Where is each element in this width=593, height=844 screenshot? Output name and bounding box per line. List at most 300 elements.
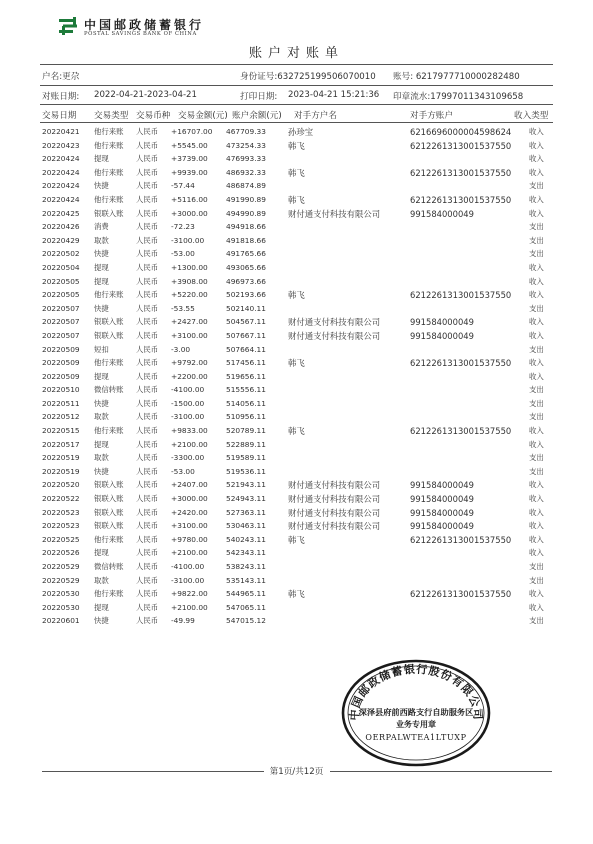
cell-currency: 人民币: [136, 385, 159, 395]
cell-counterparty: 财付通支付科技有限公司: [288, 317, 381, 328]
cell-currency: 人民币: [136, 194, 159, 204]
cell-direction: 支出: [529, 181, 544, 191]
cell-amount: +2427.00: [171, 317, 208, 327]
cell-counterparty: 韩飞: [288, 140, 305, 151]
cell-type: 他行来账: [94, 358, 124, 368]
cell-type: 提现: [94, 276, 109, 286]
cell-direction: 收入: [529, 154, 544, 164]
cell-amount: -3300.00: [171, 453, 205, 463]
cell-currency: 人民币: [136, 330, 159, 340]
table-header-top-divider: [40, 104, 553, 105]
cell-direction: 收入: [529, 494, 544, 504]
cell-balance: 491990.89: [226, 194, 266, 204]
table-row: [0, 602, 593, 616]
cell-date: 20220424: [42, 194, 80, 204]
cell-date: 20220423: [42, 140, 80, 150]
cell-type: 微信转账: [94, 562, 124, 571]
table-row: [0, 153, 593, 167]
cell-amount: +3100.00: [171, 521, 208, 531]
cell-balance: 515556.11: [226, 385, 266, 395]
cell-counter-account: 6212261313001537550: [410, 290, 512, 301]
cell-amount: -53.00: [171, 466, 195, 476]
cell-date: 20220424: [42, 167, 80, 177]
cell-currency: 人民币: [136, 398, 159, 408]
cell-direction: 收入: [529, 480, 544, 490]
table-row: [0, 276, 593, 290]
table-header-bottom-divider: [40, 122, 553, 123]
table-row: [0, 208, 593, 222]
col-header-type: 交易类型: [94, 111, 129, 121]
cell-counter-account: 991584000049: [410, 317, 474, 328]
cell-balance: 547015.12: [226, 616, 266, 626]
cell-balance: 502140.11: [226, 303, 266, 313]
table-row: [0, 425, 593, 439]
table-row: [0, 466, 593, 480]
cell-currency: 人民币: [136, 208, 159, 218]
cell-amount: +9939.00: [171, 167, 208, 177]
cell-type: 快捷: [94, 249, 109, 259]
cell-type: 银联入账: [94, 208, 124, 218]
cell-type: 银联入账: [94, 507, 124, 517]
cell-amount: -49.99: [171, 616, 195, 626]
cell-type: 快捷: [94, 303, 109, 313]
cell-balance: 491765.66: [226, 249, 266, 259]
cell-balance: 491818.66: [226, 235, 266, 245]
cell-type: 他行来账: [94, 426, 124, 436]
cell-amount: +2100.00: [171, 602, 208, 612]
cell-counterparty: 韩飞: [288, 426, 305, 437]
cell-direction: 支出: [529, 249, 544, 259]
cell-balance: 476993.33: [226, 154, 266, 164]
cell-direction: 收入: [529, 317, 544, 327]
cell-amount: +5545.00: [171, 140, 208, 150]
table-row: [0, 167, 593, 181]
col-header-date: 交易日期: [42, 111, 77, 121]
cell-direction: 收入: [529, 140, 544, 150]
cell-amount: +5116.00: [171, 194, 208, 204]
cell-date: 20220517: [42, 439, 80, 449]
cell-date: 20220507: [42, 317, 80, 327]
cell-type: 他行来账: [94, 194, 124, 204]
cell-direction: 收入: [529, 602, 544, 612]
cell-type: 银联入账: [94, 317, 124, 327]
table-row: [0, 371, 593, 385]
cell-counterparty: 韩飞: [288, 534, 305, 545]
cell-date: 20220519: [42, 466, 80, 476]
cell-direction: 收入: [529, 439, 544, 449]
col-header-currency: 交易币种: [136, 111, 171, 121]
table-row: [0, 520, 593, 534]
stamp-code: OERPALWTEA1LTUXP: [365, 733, 467, 742]
cell-amount: -53.55: [171, 303, 195, 313]
cell-direction: 支出: [529, 575, 544, 585]
cell-counter-account: 6212261313001537550: [410, 194, 512, 205]
cell-direction: 支出: [529, 303, 544, 313]
cell-counterparty: 财付通支付科技有限公司: [288, 480, 381, 491]
table-row: [0, 575, 593, 589]
cell-currency: 人民币: [136, 426, 159, 436]
cell-type: 取款: [94, 453, 109, 463]
cell-direction: 收入: [529, 521, 544, 531]
cell-amount: -3100.00: [171, 412, 205, 422]
cell-type: 提现: [94, 439, 109, 449]
cell-currency: 人民币: [136, 494, 159, 504]
postal-bank-logo-icon: [58, 16, 80, 36]
cell-date: 20220523: [42, 521, 80, 531]
period-value: 2022-04-21-2023-04-21: [94, 90, 197, 100]
cell-balance: 486874.89: [226, 181, 266, 191]
cell-balance: 519589.11: [226, 453, 266, 463]
cell-direction: 收入: [529, 276, 544, 286]
cell-direction: 支出: [529, 562, 544, 571]
cell-balance: 507667.11: [226, 330, 266, 340]
cell-direction: 支出: [529, 412, 544, 422]
cell-balance: 521943.11: [226, 480, 266, 490]
cell-date: 20220509: [42, 371, 80, 381]
table-row: [0, 439, 593, 453]
cell-date: 20220520: [42, 480, 80, 490]
cell-counterparty: 财付通支付科技有限公司: [288, 208, 381, 219]
cell-amount: +2407.00: [171, 480, 208, 490]
cell-date: 20220519: [42, 453, 80, 463]
cell-counter-account: 991584000049: [410, 494, 474, 505]
cell-currency: 人民币: [136, 602, 159, 612]
cell-amount: +9780.00: [171, 534, 208, 544]
seal-serial: 印章流水:17997011343109658: [393, 92, 524, 102]
table-row: [0, 588, 593, 602]
cell-currency: 人民币: [136, 616, 159, 626]
cell-date: 20220502: [42, 249, 80, 259]
cell-amount: -3100.00: [171, 575, 205, 585]
cell-balance: 522889.11: [226, 439, 266, 449]
print-date-value: 2023-04-21 15:21:36: [288, 90, 380, 100]
stamp-ring-text: 中国邮政储蓄银行股份有限公司: [347, 662, 485, 721]
cell-balance: 520789.11: [226, 426, 266, 436]
cell-currency: 人民币: [136, 453, 159, 463]
cell-direction: 收入: [529, 262, 544, 272]
cell-balance: 540243.11: [226, 534, 266, 544]
cell-currency: 人民币: [136, 290, 159, 300]
cell-currency: 人民币: [136, 181, 159, 191]
cell-type: 短扣: [94, 344, 109, 354]
cell-amount: -4100.00: [171, 562, 205, 571]
bank-name-cn: 中国邮政储蓄银行: [84, 18, 205, 32]
cell-balance: 547065.11: [226, 602, 266, 612]
page-title: 账户对账单: [248, 46, 344, 61]
cell-currency: 人民币: [136, 466, 159, 476]
col-header-amount: 交易金额(元): [178, 111, 228, 121]
cell-date: 20220529: [42, 562, 80, 571]
account-number: 账号: 6217977710000282480: [393, 72, 520, 82]
cell-date: 20220504: [42, 262, 80, 272]
cell-date: 20220509: [42, 358, 80, 368]
cell-counter-account: 991584000049: [410, 208, 474, 219]
cell-date: 20220530: [42, 589, 80, 599]
cell-balance: 517456.11: [226, 358, 266, 368]
cell-type: 提现: [94, 371, 109, 381]
cell-currency: 人民币: [136, 358, 159, 368]
cell-counterparty: 财付通支付科技有限公司: [288, 494, 381, 505]
cell-counter-account: 6212261313001537550: [410, 426, 512, 437]
cell-amount: +2200.00: [171, 371, 208, 381]
cell-currency: 人民币: [136, 507, 159, 517]
account-name: 户名:更尕: [42, 72, 80, 82]
cell-amount: +2420.00: [171, 507, 208, 517]
table-row: [0, 561, 593, 575]
table-row: [0, 194, 593, 208]
cell-balance: 473254.33: [226, 140, 266, 150]
col-header-balance: 账户余额(元): [232, 111, 282, 121]
cell-counterparty: 韩飞: [288, 589, 305, 600]
cell-type: 银联入账: [94, 521, 124, 531]
cell-direction: 支出: [529, 466, 544, 476]
cell-direction: 支出: [529, 235, 544, 245]
cell-counterparty: 财付通支付科技有限公司: [288, 330, 381, 341]
cell-date: 20220429: [42, 235, 80, 245]
page-indicator: 第1页/共12页: [269, 767, 324, 777]
cell-type: 他行来账: [94, 589, 124, 599]
cell-type: 银联入账: [94, 494, 124, 504]
cell-currency: 人民币: [136, 534, 159, 544]
cell-direction: 收入: [529, 426, 544, 436]
cell-balance: 496973.66: [226, 276, 266, 286]
table-row: [0, 547, 593, 561]
cell-date: 20220522: [42, 494, 80, 504]
cell-date: 20220424: [42, 154, 80, 164]
cell-counterparty: 韩飞: [288, 194, 305, 205]
cell-counter-account: 6212261313001537550: [410, 140, 512, 151]
cell-direction: 收入: [529, 371, 544, 381]
cell-counter-account: 991584000049: [410, 480, 474, 491]
table-row: [0, 344, 593, 358]
cell-type: 取款: [94, 412, 109, 422]
cell-date: 20220426: [42, 222, 80, 232]
cell-balance: 544965.11: [226, 589, 266, 599]
cell-balance: 527363.11: [226, 507, 266, 517]
cell-direction: 收入: [529, 194, 544, 204]
cell-direction: 收入: [529, 127, 544, 136]
cell-date: 20220505: [42, 276, 80, 286]
bank-seal-stamp: [340, 657, 492, 767]
table-row: [0, 411, 593, 425]
table-row: [0, 289, 593, 303]
cell-date: 20220523: [42, 507, 80, 517]
cell-date: 20220530: [42, 602, 80, 612]
cell-balance: 494990.89: [226, 208, 266, 218]
table-row: [0, 357, 593, 371]
cell-currency: 人民币: [136, 344, 159, 354]
cell-currency: 人民币: [136, 439, 159, 449]
cell-balance: 507664.11: [226, 344, 266, 354]
cell-balance: 514056.11: [226, 398, 266, 408]
cell-balance: 542343.11: [226, 548, 266, 558]
cell-amount: -72.23: [171, 222, 195, 232]
cell-counterparty: 韩飞: [288, 358, 305, 369]
transaction-table: [0, 126, 593, 629]
cell-date: 20220507: [42, 303, 80, 313]
cell-type: 他行来账: [94, 127, 124, 136]
cell-date: 20220512: [42, 412, 80, 422]
cell-type: 取款: [94, 235, 109, 245]
cell-balance: 535143.11: [226, 575, 266, 585]
cell-amount: -1500.00: [171, 398, 205, 408]
cell-amount: +1300.00: [171, 262, 208, 272]
cell-direction: 收入: [529, 290, 544, 300]
cell-counter-account: 6212261313001537550: [410, 167, 512, 178]
stamp-purpose: 业务专用章: [396, 719, 436, 729]
cell-balance: 504567.11: [226, 317, 266, 327]
cell-counterparty: 韩飞: [288, 167, 305, 178]
cell-currency: 人民币: [136, 589, 159, 599]
col-header-direction: 收入类型: [514, 111, 549, 121]
table-row: [0, 126, 593, 140]
cell-direction: 支出: [529, 222, 544, 232]
cell-date: 20220424: [42, 181, 80, 191]
cell-type: 消费: [94, 222, 109, 232]
cell-amount: +2100.00: [171, 548, 208, 558]
cell-currency: 人民币: [136, 480, 159, 490]
cell-balance: 494918.66: [226, 222, 266, 232]
cell-amount: +3739.00: [171, 154, 208, 164]
table-row: [0, 384, 593, 398]
cell-type: 提现: [94, 602, 109, 612]
cell-direction: 支出: [529, 616, 544, 626]
cell-date: 20220529: [42, 575, 80, 585]
cell-type: 银联入账: [94, 480, 124, 490]
cell-balance: 493065.66: [226, 262, 266, 272]
cell-balance: 519656.11: [226, 371, 266, 381]
cell-counterparty: 孙珍宝: [288, 127, 314, 137]
table-row: [0, 534, 593, 548]
cell-currency: 人民币: [136, 521, 159, 531]
cell-direction: 支出: [529, 398, 544, 408]
cell-amount: +2100.00: [171, 439, 208, 449]
cell-type: 取款: [94, 575, 109, 585]
cell-amount: +3908.00: [171, 276, 208, 286]
header-divider: [40, 64, 553, 65]
cell-type: 快捷: [94, 616, 109, 626]
cell-type: 他行来账: [94, 140, 124, 150]
cell-date: 20220511: [42, 398, 80, 408]
table-row: [0, 479, 593, 493]
cell-currency: 人民币: [136, 167, 159, 177]
table-row: [0, 235, 593, 249]
cell-balance: 502193.66: [226, 290, 266, 300]
bank-name-en: POSTAL SAVINGS BANK OF CHINA: [84, 31, 197, 37]
cell-direction: 收入: [529, 548, 544, 558]
table-row: [0, 248, 593, 262]
cell-amount: -57.44: [171, 181, 195, 191]
stamp-branch: 深泽县府前西路支行自助服务区: [358, 707, 474, 717]
cell-currency: 人民币: [136, 249, 159, 259]
cell-amount: -3.00: [171, 344, 191, 354]
cell-amount: +3100.00: [171, 330, 208, 340]
cell-currency: 人民币: [136, 412, 159, 422]
cell-balance: 530463.11: [226, 521, 266, 531]
cell-balance: 519536.11: [226, 466, 266, 476]
cell-date: 20220425: [42, 208, 80, 218]
cell-counter-account: 6212261313001537550: [410, 534, 512, 545]
cell-currency: 人民币: [136, 235, 159, 245]
cell-direction: 收入: [529, 534, 544, 544]
cell-currency: 人民币: [136, 222, 159, 232]
cell-type: 提现: [94, 154, 109, 164]
cell-amount: -53.00: [171, 249, 195, 259]
cell-type: 他行来账: [94, 534, 124, 544]
cell-counterparty: 韩飞: [288, 290, 305, 301]
cell-date: 20220505: [42, 290, 80, 300]
cell-date: 20220525: [42, 534, 80, 544]
cell-type: 他行来账: [94, 290, 124, 300]
cell-direction: 收入: [529, 330, 544, 340]
cell-balance: 538243.11: [226, 562, 266, 571]
cell-currency: 人民币: [136, 317, 159, 327]
cell-balance: 467709.33: [226, 127, 266, 136]
cell-type: 银联入账: [94, 330, 124, 340]
cell-direction: 支出: [529, 453, 544, 463]
cell-balance: 486932.33: [226, 167, 266, 177]
cell-date: 20220515: [42, 426, 80, 436]
cell-amount: +9792.00: [171, 358, 208, 368]
table-row: [0, 262, 593, 276]
cell-balance: 510956.11: [226, 412, 266, 422]
cell-type: 快捷: [94, 398, 109, 408]
col-header-counter-account: 对手方账户: [410, 111, 453, 121]
cell-counter-account: 6212261313001537550: [410, 589, 512, 600]
table-row: [0, 452, 593, 466]
cell-date: 20220507: [42, 330, 80, 340]
cell-amount: -3100.00: [171, 235, 205, 245]
cell-counter-account: 6212261313001537550: [410, 358, 512, 369]
cell-direction: 收入: [529, 589, 544, 599]
cell-counter-account: 6216696000004598624: [410, 127, 512, 137]
table-row: [0, 615, 593, 629]
cell-type: 快捷: [94, 181, 109, 191]
cell-direction: 支出: [529, 385, 544, 395]
cell-date: 20220509: [42, 344, 80, 354]
table-row: [0, 221, 593, 235]
cell-currency: 人民币: [136, 303, 159, 313]
info-divider: [40, 85, 553, 86]
cell-currency: 人民币: [136, 127, 159, 136]
cell-type: 微信转账: [94, 385, 124, 395]
cell-counterparty: 财付通支付科技有限公司: [288, 507, 381, 518]
cell-counterparty: 财付通支付科技有限公司: [288, 521, 381, 532]
table-row: [0, 180, 593, 194]
cell-type: 提现: [94, 548, 109, 558]
cell-balance: 524943.11: [226, 494, 266, 504]
cell-date: 20220421: [42, 127, 80, 136]
cell-currency: 人民币: [136, 371, 159, 381]
cell-date: 20220510: [42, 385, 80, 395]
cell-counter-account: 991584000049: [410, 507, 474, 518]
cell-direction: 收入: [529, 167, 544, 177]
cell-counter-account: 991584000049: [410, 521, 474, 532]
cell-amount: +9822.00: [171, 589, 208, 599]
print-date-label: 打印日期:: [240, 92, 278, 102]
table-row: [0, 330, 593, 344]
cell-currency: 人民币: [136, 154, 159, 164]
table-row: [0, 493, 593, 507]
cell-currency: 人民币: [136, 262, 159, 272]
cell-currency: 人民币: [136, 276, 159, 286]
cell-direction: 收入: [529, 507, 544, 517]
table-row: [0, 316, 593, 330]
cell-amount: +3000.00: [171, 494, 208, 504]
cell-amount: +3000.00: [171, 208, 208, 218]
cell-date: 20220526: [42, 548, 80, 558]
cell-amount: +5220.00: [171, 290, 208, 300]
